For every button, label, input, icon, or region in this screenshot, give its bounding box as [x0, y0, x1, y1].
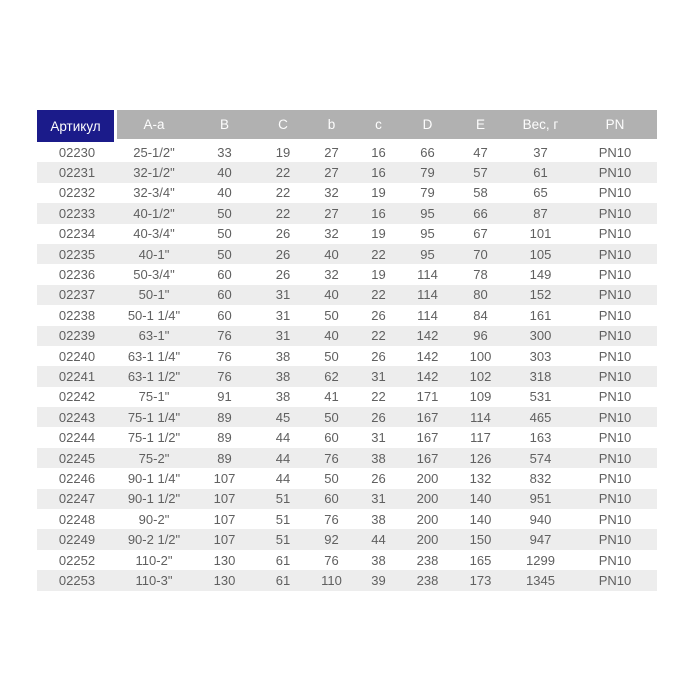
- table-cell: PN10: [573, 142, 657, 162]
- table-cell: 51: [258, 489, 308, 509]
- table-cell: 70: [453, 244, 508, 264]
- table-cell: 238: [402, 570, 453, 590]
- table-row: [37, 468, 657, 488]
- table-cell: 940: [508, 509, 573, 529]
- table-cell: 16: [355, 162, 402, 182]
- table-cell: 105: [508, 244, 573, 264]
- table-cell: 61: [508, 162, 573, 182]
- table-cell: PN10: [573, 529, 657, 549]
- table-cell: 84: [453, 305, 508, 325]
- table-cell: 31: [355, 427, 402, 447]
- article-cell: 02240: [37, 346, 117, 366]
- table-cell: 19: [355, 224, 402, 244]
- column-header-pn: PN: [573, 110, 657, 142]
- table-cell: 31: [258, 326, 308, 346]
- table-cell: 65: [508, 183, 573, 203]
- table-cell: 76: [308, 509, 355, 529]
- table-cell: 50: [308, 468, 355, 488]
- table-cell: 50: [308, 305, 355, 325]
- table-cell: 531: [508, 387, 573, 407]
- table-cell: 167: [402, 448, 453, 468]
- table-body: [37, 142, 657, 591]
- table-row: [37, 529, 657, 549]
- table-cell: 50: [308, 407, 355, 427]
- table-cell: 66: [453, 203, 508, 223]
- table-cell: 1299: [508, 550, 573, 570]
- table-cell: PN10: [573, 285, 657, 305]
- table-cell: 173: [453, 570, 508, 590]
- table-row: [37, 550, 657, 570]
- table-cell: 19: [355, 264, 402, 284]
- table-cell: 76: [308, 550, 355, 570]
- table-cell: 60: [191, 285, 258, 305]
- table-cell: 200: [402, 489, 453, 509]
- table-cell: 51: [258, 529, 308, 549]
- table-cell: 62: [308, 366, 355, 386]
- table-row: [37, 285, 657, 305]
- table-cell: 38: [355, 509, 402, 529]
- table-cell: 167: [402, 427, 453, 447]
- table-cell: 87: [508, 203, 573, 223]
- table-cell: PN10: [573, 427, 657, 447]
- table-cell: 951: [508, 489, 573, 509]
- table-cell: 102: [453, 366, 508, 386]
- table-cell: PN10: [573, 305, 657, 325]
- table-cell: 58: [453, 183, 508, 203]
- table-cell: PN10: [573, 387, 657, 407]
- table-cell: 22: [355, 326, 402, 346]
- table-cell: 22: [355, 244, 402, 264]
- table-cell: 107: [191, 509, 258, 529]
- table-cell: PN10: [573, 326, 657, 346]
- table-cell: 142: [402, 346, 453, 366]
- table-cell: 92: [308, 529, 355, 549]
- table-cell: 150: [453, 529, 508, 549]
- table-cell: 130: [191, 570, 258, 590]
- table-cell: 38: [258, 346, 308, 366]
- table-cell: 31: [355, 489, 402, 509]
- article-cell: 02244: [37, 427, 117, 447]
- article-cell: 02246: [37, 468, 117, 488]
- table-cell: PN10: [573, 346, 657, 366]
- table-cell: 40: [308, 326, 355, 346]
- table-cell: 200: [402, 509, 453, 529]
- table-cell: 40: [191, 183, 258, 203]
- column-header-c-lower: c: [355, 110, 402, 142]
- table-cell: 41: [308, 387, 355, 407]
- table-cell: PN10: [573, 366, 657, 386]
- table-cell: 31: [355, 366, 402, 386]
- table-cell: PN10: [573, 264, 657, 284]
- table-cell: 200: [402, 468, 453, 488]
- table-cell: 76: [191, 346, 258, 366]
- table-cell: 40-1": [117, 244, 191, 264]
- table-cell: PN10: [573, 183, 657, 203]
- table-cell: 107: [191, 529, 258, 549]
- table-cell: 31: [258, 305, 308, 325]
- table-cell: 38: [355, 550, 402, 570]
- table-cell: 238: [402, 550, 453, 570]
- table-cell: 79: [402, 183, 453, 203]
- table-cell: 80: [453, 285, 508, 305]
- table-cell: 27: [308, 162, 355, 182]
- table-cell: 67: [453, 224, 508, 244]
- column-header-c-upper: C: [258, 110, 308, 142]
- table-row: [37, 570, 657, 590]
- table-cell: PN10: [573, 162, 657, 182]
- table-cell: 31: [258, 285, 308, 305]
- table-cell: 40-3/4": [117, 224, 191, 244]
- article-cell: 02242: [37, 387, 117, 407]
- table-cell: 44: [258, 427, 308, 447]
- table-cell: 51: [258, 509, 308, 529]
- table-row: [37, 346, 657, 366]
- table-cell: 89: [191, 407, 258, 427]
- table-cell: 16: [355, 203, 402, 223]
- table-cell: 37: [508, 142, 573, 162]
- table-cell: 32: [308, 224, 355, 244]
- table-cell: 16: [355, 142, 402, 162]
- table-cell: 60: [191, 305, 258, 325]
- table-cell: 33: [191, 142, 258, 162]
- table-cell: 57: [453, 162, 508, 182]
- table-cell: 140: [453, 509, 508, 529]
- table-cell: 26: [258, 224, 308, 244]
- article-cell: 02248: [37, 509, 117, 529]
- table-cell: 110-3": [117, 570, 191, 590]
- table-cell: 26: [258, 244, 308, 264]
- table-cell: 76: [191, 326, 258, 346]
- table-cell: 44: [258, 448, 308, 468]
- table-cell: 200: [402, 529, 453, 549]
- column-header-b-upper: B: [191, 110, 258, 142]
- column-header-d: D: [402, 110, 453, 142]
- table-cell: 76: [191, 366, 258, 386]
- table-cell: 126: [453, 448, 508, 468]
- column-header-b-lower: b: [308, 110, 355, 142]
- table-cell: 110-2": [117, 550, 191, 570]
- table-cell: PN10: [573, 550, 657, 570]
- table-cell: PN10: [573, 489, 657, 509]
- table-cell: 22: [258, 203, 308, 223]
- table-cell: 26: [355, 346, 402, 366]
- table-cell: 19: [355, 183, 402, 203]
- table-row: [37, 142, 657, 162]
- article-cell: 02237: [37, 285, 117, 305]
- table-row: [37, 366, 657, 386]
- table-cell: 95: [402, 203, 453, 223]
- column-header-weight: Вес, г: [508, 110, 573, 142]
- table-cell: 140: [453, 489, 508, 509]
- table-cell: 50: [191, 244, 258, 264]
- table-cell: 100: [453, 346, 508, 366]
- table-cell: 61: [258, 550, 308, 570]
- table-cell: 75-2": [117, 448, 191, 468]
- table-cell: 300: [508, 326, 573, 346]
- table-cell: 75-1": [117, 387, 191, 407]
- table-cell: 101: [508, 224, 573, 244]
- article-cell: 02245: [37, 448, 117, 468]
- column-header-e: E: [453, 110, 508, 142]
- table-cell: 66: [402, 142, 453, 162]
- table-row: [37, 305, 657, 325]
- table-cell: 947: [508, 529, 573, 549]
- table-cell: 76: [308, 448, 355, 468]
- table-cell: 303: [508, 346, 573, 366]
- table-row: [37, 326, 657, 346]
- table-cell: 114: [402, 285, 453, 305]
- table-cell: 27: [308, 142, 355, 162]
- table-cell: 89: [191, 448, 258, 468]
- table-cell: 114: [453, 407, 508, 427]
- article-cell: 02247: [37, 489, 117, 509]
- table-cell: 161: [508, 305, 573, 325]
- table-cell: PN10: [573, 570, 657, 590]
- table-cell: 78: [453, 264, 508, 284]
- table-cell: 465: [508, 407, 573, 427]
- table-cell: 95: [402, 244, 453, 264]
- table-cell: 50-1 1/4": [117, 305, 191, 325]
- table-cell: 22: [355, 387, 402, 407]
- table-cell: 44: [258, 468, 308, 488]
- table-cell: 142: [402, 326, 453, 346]
- table-row: [37, 489, 657, 509]
- article-cell: 02234: [37, 224, 117, 244]
- table-cell: PN10: [573, 509, 657, 529]
- table-cell: 90-2 1/2": [117, 529, 191, 549]
- table-cell: 32-3/4": [117, 183, 191, 203]
- table-cell: 117: [453, 427, 508, 447]
- table-row: [37, 427, 657, 447]
- product-spec-table: [37, 110, 657, 591]
- table-cell: PN10: [573, 224, 657, 244]
- table-row: [37, 264, 657, 284]
- table-cell: 60: [308, 489, 355, 509]
- table-cell: 79: [402, 162, 453, 182]
- table-cell: 19: [258, 142, 308, 162]
- article-cell: 02232: [37, 183, 117, 203]
- table-cell: 26: [258, 264, 308, 284]
- table-cell: 50-1": [117, 285, 191, 305]
- table-cell: 32: [308, 183, 355, 203]
- column-header-article: Артикул: [37, 110, 117, 142]
- table-cell: 32: [308, 264, 355, 284]
- table-cell: 61: [258, 570, 308, 590]
- article-cell: 02236: [37, 264, 117, 284]
- table-cell: PN10: [573, 468, 657, 488]
- article-cell: 02233: [37, 203, 117, 223]
- table-cell: 163: [508, 427, 573, 447]
- table-cell: PN10: [573, 448, 657, 468]
- table-cell: 107: [191, 468, 258, 488]
- table-cell: 45: [258, 407, 308, 427]
- table-cell: 40: [191, 162, 258, 182]
- table-cell: 25-1/2": [117, 142, 191, 162]
- table-cell: 165: [453, 550, 508, 570]
- table-cell: 63-1": [117, 326, 191, 346]
- article-cell: 02252: [37, 550, 117, 570]
- table-cell: 60: [308, 427, 355, 447]
- table-cell: 130: [191, 550, 258, 570]
- table-row: [37, 509, 657, 529]
- table-cell: 75-1 1/2": [117, 427, 191, 447]
- table-row: [37, 244, 657, 264]
- table-cell: 22: [258, 183, 308, 203]
- table-cell: 149: [508, 264, 573, 284]
- table-cell: PN10: [573, 203, 657, 223]
- article-cell: 02231: [37, 162, 117, 182]
- table-cell: 90-2": [117, 509, 191, 529]
- table-cell: 63-1 1/2": [117, 366, 191, 386]
- table-row: [37, 407, 657, 427]
- table-row: [37, 448, 657, 468]
- table-row: [37, 183, 657, 203]
- table-cell: 171: [402, 387, 453, 407]
- article-cell: 02241: [37, 366, 117, 386]
- table-cell: 38: [258, 366, 308, 386]
- table-cell: 32-1/2": [117, 162, 191, 182]
- table-cell: 50-3/4": [117, 264, 191, 284]
- column-header-a-a: A-a: [117, 110, 191, 142]
- table-row: [37, 162, 657, 182]
- table-cell: 26: [355, 407, 402, 427]
- table-cell: 96: [453, 326, 508, 346]
- table-cell: 50: [191, 224, 258, 244]
- table-cell: 107: [191, 489, 258, 509]
- article-cell: 02253: [37, 570, 117, 590]
- table-cell: 152: [508, 285, 573, 305]
- table-cell: 1345: [508, 570, 573, 590]
- table-cell: 39: [355, 570, 402, 590]
- table-cell: 142: [402, 366, 453, 386]
- table-cell: 38: [355, 448, 402, 468]
- table-cell: 22: [355, 285, 402, 305]
- table-cell: 75-1 1/4": [117, 407, 191, 427]
- table-cell: 90-1 1/4": [117, 468, 191, 488]
- table-cell: 114: [402, 305, 453, 325]
- table-cell: PN10: [573, 244, 657, 264]
- table-row: [37, 203, 657, 223]
- table-cell: 132: [453, 468, 508, 488]
- table-cell: 574: [508, 448, 573, 468]
- table-cell: 47: [453, 142, 508, 162]
- table-cell: 832: [508, 468, 573, 488]
- article-cell: 02238: [37, 305, 117, 325]
- article-cell: 02249: [37, 529, 117, 549]
- table-cell: 50: [308, 346, 355, 366]
- article-cell: 02243: [37, 407, 117, 427]
- table-cell: 91: [191, 387, 258, 407]
- table-header-row: [37, 110, 657, 142]
- table-cell: 27: [308, 203, 355, 223]
- table-cell: 50: [191, 203, 258, 223]
- table-cell: 167: [402, 407, 453, 427]
- table-cell: 44: [355, 529, 402, 549]
- table-cell: 38: [258, 387, 308, 407]
- table-row: [37, 387, 657, 407]
- table-cell: 63-1 1/4": [117, 346, 191, 366]
- table-cell: 40: [308, 285, 355, 305]
- table-cell: 318: [508, 366, 573, 386]
- table-cell: 89: [191, 427, 258, 447]
- table-cell: 40: [308, 244, 355, 264]
- table-cell: 40-1/2": [117, 203, 191, 223]
- article-cell: 02239: [37, 326, 117, 346]
- table-cell: 114: [402, 264, 453, 284]
- article-cell: 02230: [37, 142, 117, 162]
- table-cell: 22: [258, 162, 308, 182]
- table-cell: 95: [402, 224, 453, 244]
- article-cell: 02235: [37, 244, 117, 264]
- table-row: [37, 224, 657, 244]
- table-cell: PN10: [573, 407, 657, 427]
- table-cell: 110: [308, 570, 355, 590]
- table-cell: 26: [355, 468, 402, 488]
- table-cell: 60: [191, 264, 258, 284]
- table-cell: 90-1 1/2": [117, 489, 191, 509]
- table-cell: 109: [453, 387, 508, 407]
- table-cell: 26: [355, 305, 402, 325]
